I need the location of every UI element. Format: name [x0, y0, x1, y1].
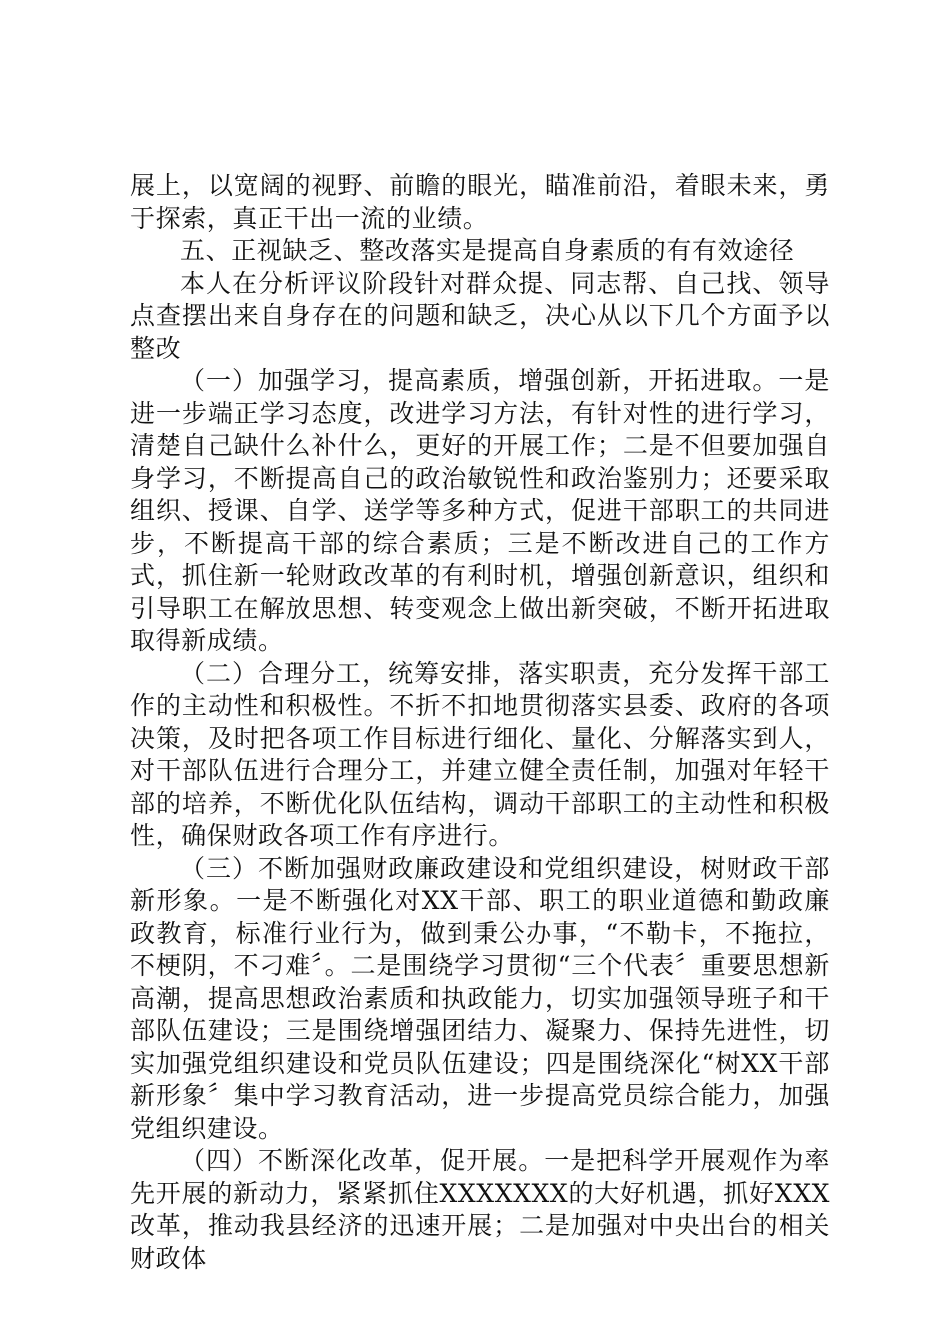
section-heading: 五、正视缺乏、整改落实是提高自身素质的有有效途径: [180, 236, 795, 265]
paragraph-item-3: （三）不断加强财政廉政建设和党组织建设，树财政干部新形象。一是不断强化对XX干部、职工的职业道德和勤政廉政教育，标准行业行为，做到秉公办事，“不勒卡，不拖拉，不梗阴，不刁难〞。二是围绕学习贯彻“三个代表〞重要思想新高潮，提高思想政治素质和执政能力，切实加强领导班子和干部队伍建设；三是围绕增强团结力、凝聚力、保持先进性，切实加强党组织建设和党员队伍建设；四是围绕深化“树XX干部新形象〞集中学习教育活动，进一步提高党员综合能力，加强党组织建设。: [130, 853, 830, 1143]
paragraph-continuation: 展上，以宽阔的视野、前瞻的眼光，瞄准前沿，着眼未来，勇于探索，真正干出一流的业绩。: [130, 171, 830, 233]
document-body: [130, 170, 830, 1275]
paragraph-item-2: （二）合理分工，统筹安排，落实职责，充分发挥干部工作的主动性和积极性。不折不扣地贯彻落实县委、政府的各项决策，及时把各项工作目标进行细化、量化、分解落实到人，对干部队伍进行合理分工，并建立健全责任制，加强对年轻干部的培养，不断优化队伍结构，调动干部职工的主动性和积极性，确保财政各项工作有序进行。: [130, 658, 830, 850]
paragraph-item-4: （四）不断深化改革，促开展。一是把科学开展观作为率先开展的新动力，紧紧抓住XXXXXXX的大好机遇，抓好XXX改革，推动我县经济的迅速开展；二是加强对中央出台的相关财政体: [130, 1146, 830, 1273]
paragraph-intro: 本人在分析评议阶段针对群众提、同志帮、自己找、领导点查摆出来自身存在的问题和缺乏，决心从以下几个方面予以整改: [130, 268, 830, 363]
paragraph-item-1: （一）加强学习，提高素质，增强创新，开拓进取。一是进一步端正学习态度，改进学习方法，有针对性的进行学习，清楚自己缺什么补什么，更好的开展工作；二是不但要加强自身学习，不断提高自己的政治敏锐性和政治鉴别力；还要采取组织、授课、自学、送学等多种方式，促进干部职工的共同进步，不断提高干部的综合素质；三是不断改进自己的工作方式，抓住新一轮财政改革的有利时机，增强创新意识，组织和引导职工在解放思想、转变观念上做出新突破，不断开拓进取取得新成绩。: [130, 366, 830, 655]
